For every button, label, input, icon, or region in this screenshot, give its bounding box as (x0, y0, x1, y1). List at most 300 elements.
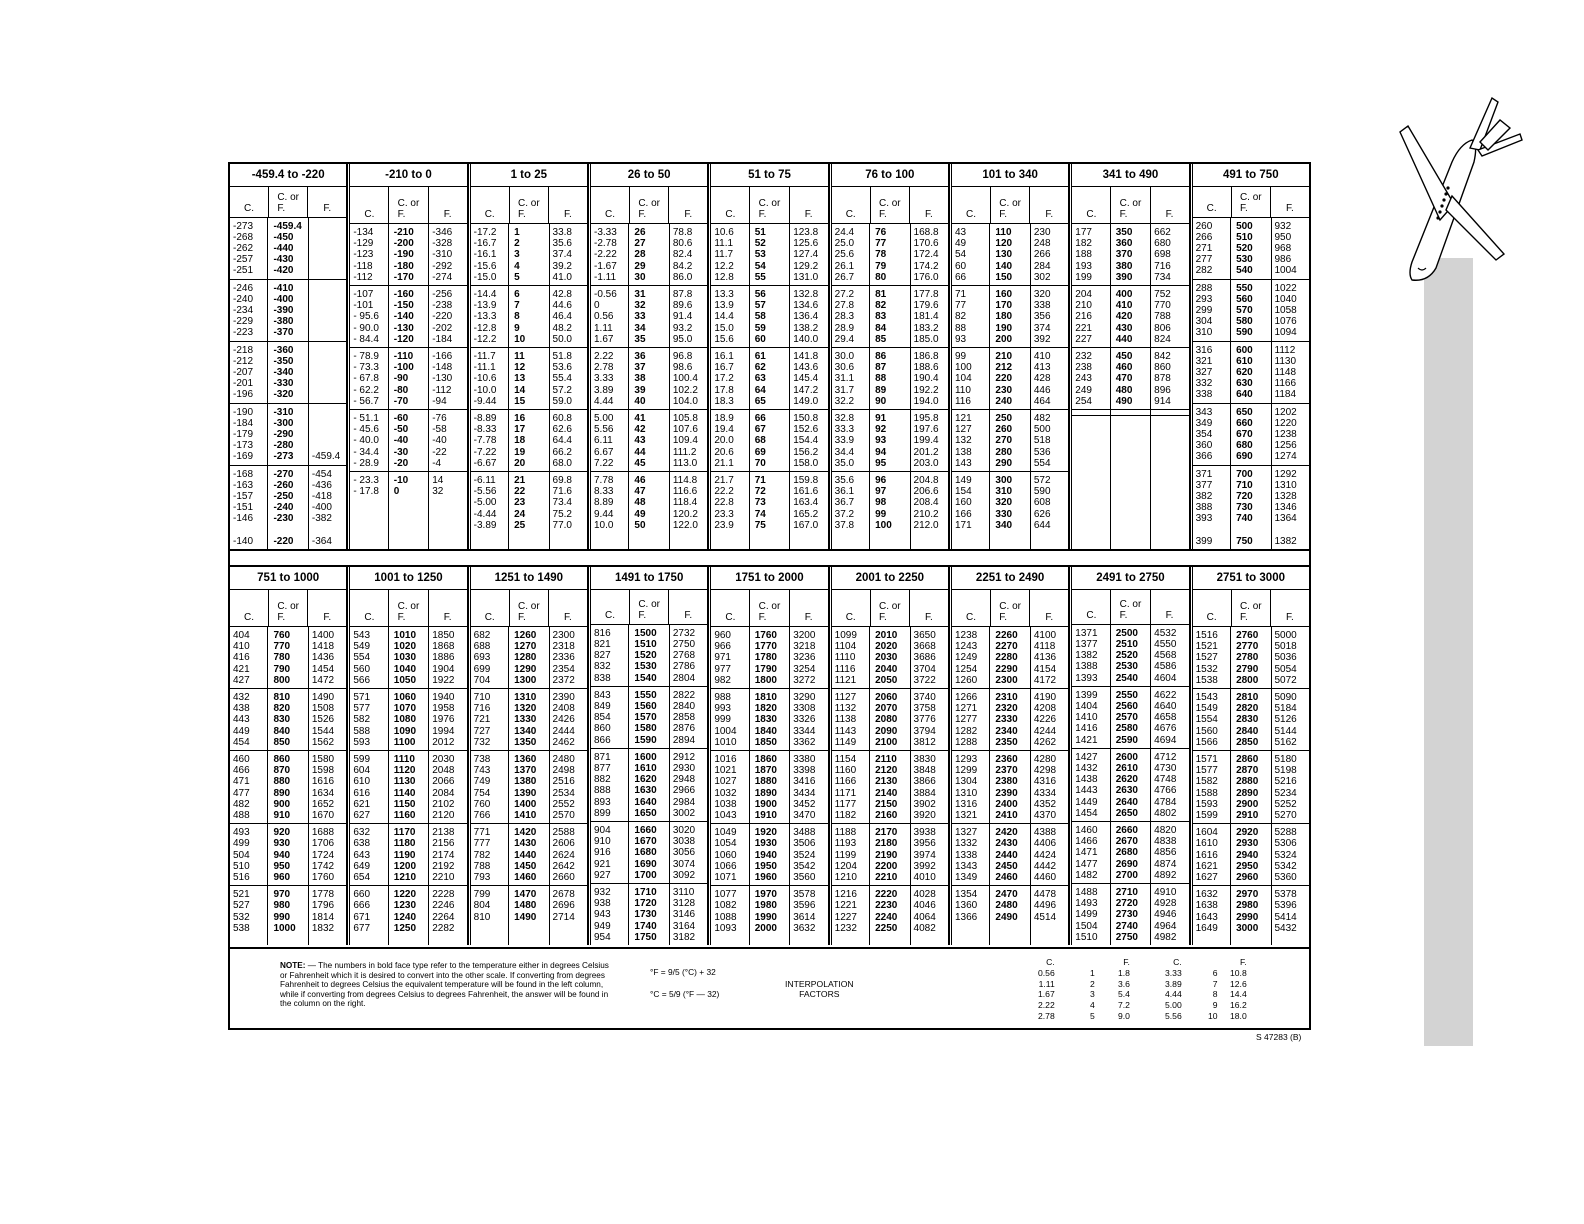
input-value-cell: 81 82 83 84 85 (869, 286, 909, 347)
table-row-group (1193, 627, 1309, 689)
celsius-cell: 149 154 160 166 171 (954, 475, 972, 531)
celsius-cell: -14.4 -13.9 -13.3 -12.8 -12.2 (473, 289, 497, 345)
column-header: C. or F. (509, 590, 548, 626)
celsius-cell: -107 -101 - 95.6 - 90.0 - 84.4 (353, 289, 379, 345)
fahrenheit-cell: 320 338 356 374 392 (1030, 286, 1068, 347)
fahrenheit-cell: 1688 1706 1724 1742 1760 (308, 824, 346, 885)
celsius-cell: 599 604 610 616 621 627 (353, 754, 371, 822)
fahrenheit-cell: 168.8 170.6 172.4 174.2 176.0 (910, 224, 948, 285)
fahrenheit-cell: 4532 4550 4568 4586 4604 (1150, 625, 1188, 686)
interp-col-f1: F. 1.8 3.6 5.4 7.2 9.0 (1118, 957, 1130, 1021)
section-title: 751 to 1000 (230, 567, 346, 590)
table-row-group (591, 884, 707, 945)
input-value-cell: 2550 2560 2570 2580 2590 (1110, 687, 1150, 748)
table-row-group (952, 410, 1068, 472)
table-section (347, 164, 467, 549)
fahrenheit-cell: 4820 4838 4856 4874 4892 (1150, 822, 1188, 883)
fahrenheit-cell: 4280 4298 4316 4334 4352 4370 (1030, 751, 1068, 823)
input-value-cell: -360 -350 -340 -330 -320 (267, 342, 307, 403)
fahrenheit-cell: 3290 3308 3326 3344 3362 (789, 689, 827, 750)
celsius-cell: 288 293 299 304 310 (1195, 282, 1213, 339)
input-value-cell: 1 2 3 4 5 (508, 224, 548, 285)
table-row-group (1193, 886, 1309, 945)
celsius-cell (1072, 416, 1109, 549)
column-header: C. (845, 209, 856, 220)
fahrenheit-cell: 4100 4118 4136 4154 4172 (1030, 627, 1068, 688)
fahrenheit-cell: 4910 4928 4946 4964 4982 (1150, 884, 1188, 945)
input-value-cell: 1010 1020 1030 1040 1050 (388, 627, 428, 688)
airplane-icon (1392, 92, 1532, 292)
table-row-group (952, 886, 1068, 945)
fahrenheit-cell: 572 590 608 626 644 (1030, 472, 1068, 549)
celsius-cell: 21.7 22.2 22.8 23.3 23.9 (714, 475, 734, 531)
input-value-cell: 76 77 78 79 80 (869, 224, 909, 285)
column-headers (711, 590, 827, 627)
celsius-cell: 404 410 416 421 427 (233, 630, 250, 686)
celsius-cell: 1099 1104 1110 1116 1121 (834, 630, 857, 686)
celsius-cell: 543 549 554 560 566 (353, 630, 371, 686)
table-section (588, 164, 708, 549)
column-headers (230, 590, 346, 627)
section-rows (1072, 224, 1188, 549)
column-headers (1072, 590, 1188, 625)
input-value-cell: 1810 1820 1830 1840 1850 (749, 689, 789, 750)
celsius-cell: 177 182 188 193 199 (1075, 227, 1092, 283)
section-rows (1193, 627, 1309, 945)
column-header: C. or F. (1231, 590, 1270, 626)
section-rows (1072, 625, 1188, 945)
fahrenheit-cell: 5180 5198 5216 5234 5252 5270 (1271, 751, 1309, 823)
column-header: C. (244, 202, 255, 214)
section-rows (230, 627, 346, 945)
input-value-cell: 970 980 990 1000 (267, 886, 307, 945)
column-header: C. or F. (870, 590, 909, 626)
table-row-group (471, 886, 587, 945)
input-value-cell: 300 310 320 330 340 (989, 472, 1029, 549)
input-value-cell: 920 930 940 950 960 (267, 824, 307, 885)
table-section (588, 567, 708, 945)
table-row-group (230, 342, 346, 404)
fahrenheit-cell: 1490 1508 1526 1544 1562 (308, 689, 346, 750)
input-value-cell: 160 170 180 190 200 (989, 286, 1029, 347)
celsius-cell: 1127 1132 1138 1143 1149 (834, 692, 857, 748)
celsius-cell: -190 -184 -179 -173 -169 (233, 406, 254, 463)
column-header: F. (1029, 187, 1068, 223)
column-header: F. (668, 187, 707, 223)
table-row-group (591, 822, 707, 884)
table-row-group (832, 627, 948, 689)
celsius-cell: 10.6 11.1 11.7 12.2 12.8 (714, 227, 734, 283)
fahrenheit-cell (308, 280, 346, 341)
fahrenheit-cell: 2678 2696 2714 (549, 886, 587, 945)
column-headers (471, 187, 587, 224)
fahrenheit-cell: 159.8 161.6 163.4 165.2 167.0 (789, 472, 827, 549)
celsius-cell: 682 688 693 699 704 (473, 630, 491, 686)
input-value-cell: 2600 2610 2620 2630 2640 2650 (1110, 749, 1150, 821)
table-row-group (350, 886, 466, 945)
fahrenheit-cell: 132.8 134.6 136.4 138.2 140.0 (789, 286, 827, 347)
fahrenheit-cell: 230 248 266 284 302 (1030, 224, 1068, 285)
input-value-cell: 2010 2020 2030 2040 2050 (869, 627, 909, 688)
fahrenheit-cell: -76 -58 -40 -22 -4 (428, 410, 466, 471)
table-section (708, 567, 828, 945)
column-header: C. (966, 612, 977, 623)
fahrenheit-cell: 3020 3038 3056 3074 3092 (669, 822, 707, 883)
section-rows (711, 627, 827, 945)
celsius-cell: 660 666 671 677 (353, 889, 371, 934)
celsius-cell: 710 716 721 727 732 (473, 692, 491, 748)
fahrenheit-cell: 4388 4406 4424 4442 4460 (1030, 824, 1068, 885)
fahrenheit-cell: 1202 1220 1238 1256 1274 (1271, 404, 1309, 465)
celsius-cell: 1154 1160 1166 1171 1177 1182 (834, 754, 857, 822)
fahrenheit-cell: 3830 3848 3866 3884 3902 3920 (910, 751, 948, 823)
celsius-cell: - 78.9 - 73.3 - 67.8 - 62.2 - 56.7 (353, 351, 379, 407)
table-row-group (711, 224, 827, 286)
input-value-cell: 61 62 63 64 65 (749, 348, 789, 409)
input-value-cell: 860 870 880 890 900 910 (267, 751, 307, 823)
top-sections (230, 164, 1309, 549)
fahrenheit-cell: 60.8 62.6 64.4 66.2 68.0 (549, 410, 587, 471)
input-value-cell: 2500 2510 2520 2530 2540 (1110, 625, 1150, 686)
fahrenheit-cell: 2030 2048 2066 2084 2102 2120 (428, 751, 466, 823)
table-row-group (350, 410, 466, 472)
fahrenheit-cell: 2480 2498 2516 2534 2552 2570 (549, 751, 587, 823)
fahrenheit-cell: 1292 1310 1328 1346 1364 1382 (1271, 466, 1309, 549)
column-headers (471, 590, 587, 627)
section-title: 101 to 340 (952, 164, 1068, 187)
section-title: 491 to 750 (1193, 164, 1309, 187)
interp-col-n2: 6 7 8 9 10 (1208, 967, 1218, 1021)
input-value-cell: 400 410 420 430 440 (1110, 286, 1150, 347)
section-title: 2001 to 2250 (832, 567, 948, 590)
celsius-cell: 571 577 582 588 593 (353, 692, 371, 748)
celsius-cell: 988 993 999 1004 1010 (714, 692, 737, 748)
column-headers (711, 187, 827, 224)
column-headers (350, 590, 466, 627)
section-title: 341 to 490 (1072, 164, 1188, 187)
fahrenheit-cell: 2822 2840 2858 2876 2894 (669, 687, 707, 748)
section-title: 2251 to 2490 (952, 567, 1068, 590)
column-header: C. or F. (749, 187, 788, 223)
input-value-cell: 1500 1510 1520 1530 1540 (628, 625, 668, 686)
table-row-group (230, 466, 346, 549)
formula-f-from-c: °F = 9/5 (°C) + 32 (650, 967, 716, 977)
table-row-group (832, 224, 948, 286)
celsius-cell: 1632 1638 1643 1649 (1195, 889, 1218, 934)
celsius-cell: 1399 1404 1410 1416 1421 (1075, 689, 1098, 746)
celsius-cell: 1543 1549 1554 1560 1566 (1195, 692, 1218, 748)
input-value-cell: 2710 2720 2730 2740 2750 (1110, 884, 1150, 945)
fahrenheit-cell: 3740 3758 3776 3794 3812 (910, 689, 948, 750)
column-header: C. or F. (990, 187, 1029, 223)
section-title: 1491 to 1750 (591, 567, 707, 590)
fahrenheit-cell: 5000 5018 5036 5054 5072 (1271, 627, 1309, 688)
input-value-cell: 550 560 570 580 590 (1230, 280, 1270, 341)
input-value-cell: 210 212 220 230 240 (989, 348, 1029, 409)
celsius-cell: 1188 1193 1199 1204 1210 (834, 827, 857, 884)
column-header: C. or F. (1110, 590, 1149, 624)
table-row-group (1072, 687, 1188, 749)
input-value-cell: -459.4 -450 -440 -430 -420 (267, 218, 307, 279)
input-value-cell: 1860 1870 1880 1890 1900 1910 (749, 751, 789, 823)
table-row-group (711, 472, 827, 549)
table-section (230, 164, 347, 549)
column-header: C. (484, 612, 495, 623)
column-headers (832, 590, 948, 627)
table-row-group (471, 751, 587, 824)
column-header: C. or F. (629, 187, 668, 223)
bottom-sections (230, 567, 1309, 945)
column-header: F. (668, 590, 707, 624)
table-row-group (591, 687, 707, 749)
celsius-cell: 1571 1577 1582 1588 1593 1599 (1195, 754, 1218, 822)
column-header: C. (845, 612, 856, 623)
celsius-cell: 843 849 854 860 866 (593, 689, 611, 746)
section-title: 2751 to 3000 (1193, 567, 1309, 590)
input-value-cell (1110, 410, 1150, 415)
input-value-cell: 2920 2930 2940 2950 2960 (1230, 824, 1270, 885)
column-header: F. (428, 187, 467, 223)
input-value-cell: 36 37 38 39 40 (628, 348, 668, 409)
section-title: 26 to 50 (591, 164, 707, 187)
column-headers (952, 187, 1068, 224)
input-value-cell: 2660 2670 2680 2690 2700 (1110, 822, 1150, 883)
input-value-cell: 46 47 48 49 50 (628, 472, 668, 549)
input-value-cell: 2470 2480 2490 (989, 886, 1029, 945)
table-row-group (1072, 348, 1188, 410)
column-header: F. (307, 187, 346, 217)
section-title: -210 to 0 (350, 164, 466, 187)
table-row-group (711, 886, 827, 945)
table-row-group (952, 224, 1068, 286)
column-header: C. (484, 209, 495, 220)
interp-col-f2: F. 10.8 12.6 14.4 16.2 18.0 (1230, 957, 1247, 1021)
input-value-cell: 1970 1980 1990 2000 (749, 886, 789, 945)
celsius-cell (1072, 410, 1109, 415)
section-rows (230, 218, 346, 549)
fahrenheit-cell: 3488 3506 3524 3542 3560 (789, 824, 827, 885)
fahrenheit-cell: 114.8 116.6 118.4 120.2 122.0 (669, 472, 707, 549)
column-header: C. or F. (870, 187, 909, 223)
formula-c-from-f: °C = 5/9 (°F — 32) (650, 989, 720, 999)
table-row-group (471, 224, 587, 286)
section-rows (832, 224, 948, 549)
input-value-cell: 2310 2320 2330 2340 2350 (989, 689, 1029, 750)
fahrenheit-cell: 195.8 197.6 199.4 201.2 203.0 (910, 410, 948, 471)
celsius-cell: 27.2 27.8 28.3 28.9 29.4 (834, 289, 855, 345)
celsius-cell: 632 638 643 649 654 (353, 827, 371, 884)
table-row-group (1193, 404, 1309, 466)
table-row-group (952, 751, 1068, 824)
column-headers (1193, 187, 1309, 218)
section-rows (350, 224, 466, 549)
celsius-cell: 1293 1299 1304 1310 1316 1321 (954, 754, 978, 822)
celsius-cell: 16.1 16.7 17.2 17.8 18.3 (714, 351, 734, 407)
input-value-cell: 1710 1720 1730 1740 1750 (628, 884, 668, 945)
fahrenheit-cell: 5288 5306 5324 5342 5360 (1271, 824, 1309, 885)
input-value-cell: -10 0 (388, 472, 428, 549)
table-row-group (952, 627, 1068, 689)
celsius-cell: -11.7 -11.1 -10.6 -10.0 -9.44 (473, 351, 497, 407)
section-rows (471, 224, 587, 549)
celsius-cell: 24.4 25.0 25.6 26.1 26.7 (834, 227, 855, 283)
section-rows (711, 224, 827, 549)
celsius-cell: 204 210 216 221 227 (1075, 289, 1092, 345)
table-row-group (471, 286, 587, 348)
table-row-group (350, 348, 466, 410)
fahrenheit-cell: 3110 3128 3146 3164 3182 (669, 884, 707, 945)
table-row-group (832, 410, 948, 472)
table-row-group (230, 824, 346, 886)
celsius-cell: -168 -163 -157 -151 -146 -140 (233, 468, 254, 547)
celsius-cell: 1427 1432 1438 1443 1449 1454 (1075, 751, 1098, 819)
celsius-cell: 7.78 8.33 8.89 9.44 10.0 (593, 475, 614, 531)
table-row-group (1193, 689, 1309, 751)
fahrenheit-cell: 69.8 71.6 73.4 75.2 77.0 (549, 472, 587, 549)
column-header: C. or F. (1110, 187, 1149, 223)
column-headers (591, 187, 707, 224)
input-value-cell: 71 72 73 74 75 (749, 472, 789, 549)
fahrenheit-cell: 78.8 80.6 82.4 84.2 86.0 (669, 224, 707, 285)
fahrenheit-cell: 1940 1958 1976 1994 2012 (428, 689, 466, 750)
table-row-group (1072, 625, 1188, 687)
input-value-cell (1110, 416, 1150, 549)
input-value-cell: -160 -150 -140 -130 -120 (388, 286, 428, 347)
table-row-group (1193, 280, 1309, 342)
fahrenheit-cell: 204.8 206.6 208.4 210.2 212.0 (910, 472, 948, 549)
table-row-group (1193, 824, 1309, 886)
fahrenheit-cell: 87.8 89.6 91.4 93.2 95.0 (669, 286, 707, 347)
celsius-cell: - 51.1 - 45.6 - 40.0 - 34.4 - 28.9 (353, 413, 379, 469)
input-value-cell: 1310 1320 1330 1340 1350 (508, 689, 548, 750)
section-rows (350, 627, 466, 945)
fahrenheit-cell: 1580 1598 1616 1634 1652 1670 (308, 751, 346, 823)
input-value-cell: -270 -260 -250 -240 -230 -220 (267, 466, 307, 549)
input-value-cell: 700 710 720 730 740 750 (1230, 466, 1270, 549)
table-section (829, 164, 949, 549)
input-value-cell: 650 660 670 680 690 (1230, 404, 1270, 465)
celsius-cell: 30.0 30.6 31.1 31.7 32.2 (834, 351, 855, 407)
fahrenheit-cell: 42.8 44.6 46.4 48.2 50.0 (549, 286, 587, 347)
input-value-cell: 1660 1670 1680 1690 1700 (628, 822, 668, 883)
column-header: C. (725, 612, 736, 623)
section-separator (230, 549, 1309, 567)
input-value-cell: 450 460 470 480 490 (1110, 348, 1150, 409)
column-headers (591, 590, 707, 625)
table-row-group (1193, 751, 1309, 824)
table-row-group (1072, 749, 1188, 822)
column-header: C. or F. (1231, 187, 1270, 217)
column-header: F. (909, 590, 948, 626)
input-value-cell: 31 32 33 34 35 (628, 286, 668, 347)
column-header: F. (1270, 590, 1309, 626)
column-header: C. or F. (990, 590, 1029, 626)
table-row-group (952, 348, 1068, 410)
fahrenheit-cell: 3200 3218 3236 3254 3272 (789, 627, 827, 688)
table-row-group (952, 286, 1068, 348)
column-header: F. (307, 590, 346, 626)
input-value-cell: 760 770 780 790 800 (267, 627, 307, 688)
table-row-group (711, 751, 827, 824)
celsius-cell: - 23.3 - 17.8 (353, 475, 379, 498)
table-row-group (711, 627, 827, 689)
table-row-group (711, 410, 827, 472)
column-header: C. (364, 612, 375, 623)
column-headers (350, 187, 466, 224)
column-header: F. (1270, 187, 1309, 217)
input-value-cell: 96 97 98 99 100 (869, 472, 909, 549)
celsius-cell: 871 877 882 888 893 899 (593, 751, 611, 819)
column-header: C. or F. (509, 187, 548, 223)
table-row-group (1072, 286, 1188, 348)
note-area (230, 947, 1309, 1028)
fahrenheit-cell: 14 32 (428, 472, 466, 549)
input-value-cell: 600 610 620 630 640 (1230, 342, 1270, 403)
fahrenheit-cell: 123.8 125.6 127.4 129.2 131.0 (789, 224, 827, 285)
column-header: C. (1086, 609, 1097, 621)
celsius-cell: 932 938 943 949 954 (593, 886, 611, 943)
table-row-group (230, 280, 346, 342)
table-row-group (711, 348, 827, 410)
fahrenheit-cell: 662 680 698 716 734 (1150, 224, 1188, 285)
input-value-cell: 2810 2820 2830 2840 2850 (1230, 689, 1270, 750)
table-row-group (832, 286, 948, 348)
celsius-cell: 1049 1054 1060 1066 1071 (714, 827, 737, 884)
table-row-group (471, 348, 587, 410)
table-row-group (230, 218, 346, 280)
celsius-cell: 18.9 19.4 20.0 20.6 21.1 (714, 413, 734, 469)
fahrenheit-cell: 3938 3956 3974 3992 4010 (910, 824, 948, 885)
celsius-cell: 771 777 782 788 793 (473, 827, 491, 884)
fahrenheit-cell: 5378 5396 5414 5432 (1271, 886, 1309, 945)
column-header: F. (428, 590, 467, 626)
input-value-cell: 2860 2870 2880 2890 2900 2910 (1230, 751, 1270, 823)
input-value-cell: 91 92 93 94 95 (869, 410, 909, 471)
table-section (468, 567, 588, 945)
input-value-cell: 56 57 58 59 60 (749, 286, 789, 347)
fahrenheit-cell: 2912 2930 2948 2966 2984 3002 (669, 749, 707, 821)
input-value-cell: 2420 2430 2440 2450 2460 (989, 824, 1029, 885)
input-value-cell: -210 -200 -190 -180 -170 (388, 224, 428, 285)
column-header: C. (605, 209, 616, 220)
fahrenheit-cell: 1022 1040 1058 1076 1094 (1271, 280, 1309, 341)
input-value-cell: 1920 1930 1940 1950 1960 (749, 824, 789, 885)
celsius-cell: 35.6 36.1 36.7 37.2 37.8 (834, 475, 855, 531)
input-value-cell: 2360 2370 2380 2390 2400 2410 (989, 751, 1029, 823)
interp-col-n1: 1 2 3 4 5 (1090, 967, 1095, 1021)
table-row-group (350, 286, 466, 348)
table-row-group (591, 286, 707, 348)
celsius-cell: -17.2 -16.7 -16.1 -15.6 -15.0 (473, 227, 497, 283)
celsius-cell: 1238 1243 1249 1254 1260 (954, 630, 978, 686)
column-headers (1072, 187, 1188, 224)
column-header: C. (725, 209, 736, 220)
table-row-group (832, 886, 948, 945)
input-value-cell: 1600 1610 1620 1630 1640 1650 (628, 749, 668, 821)
fahrenheit-cell: 2732 2750 2768 2786 2804 (669, 625, 707, 686)
table-row-group (711, 824, 827, 886)
section-title: 2491 to 2750 (1072, 567, 1188, 590)
celsius-cell: -3.33 -2.78 -2.22 -1.67 -1.11 (593, 227, 617, 283)
section-title: 1001 to 1250 (350, 567, 466, 590)
input-value-cell: 41 42 43 44 45 (628, 410, 668, 471)
input-value-cell: 6 7 8 9 10 (508, 286, 548, 347)
fahrenheit-cell: -454 -436 -418 -400 -382 -364 (308, 466, 346, 549)
input-value-cell: 2260 2270 2280 2290 2300 (989, 627, 1029, 688)
column-header: C. or F. (268, 187, 307, 217)
fahrenheit-cell: 150.8 152.6 154.4 156.2 158.0 (789, 410, 827, 471)
column-header: F. (1150, 187, 1189, 223)
